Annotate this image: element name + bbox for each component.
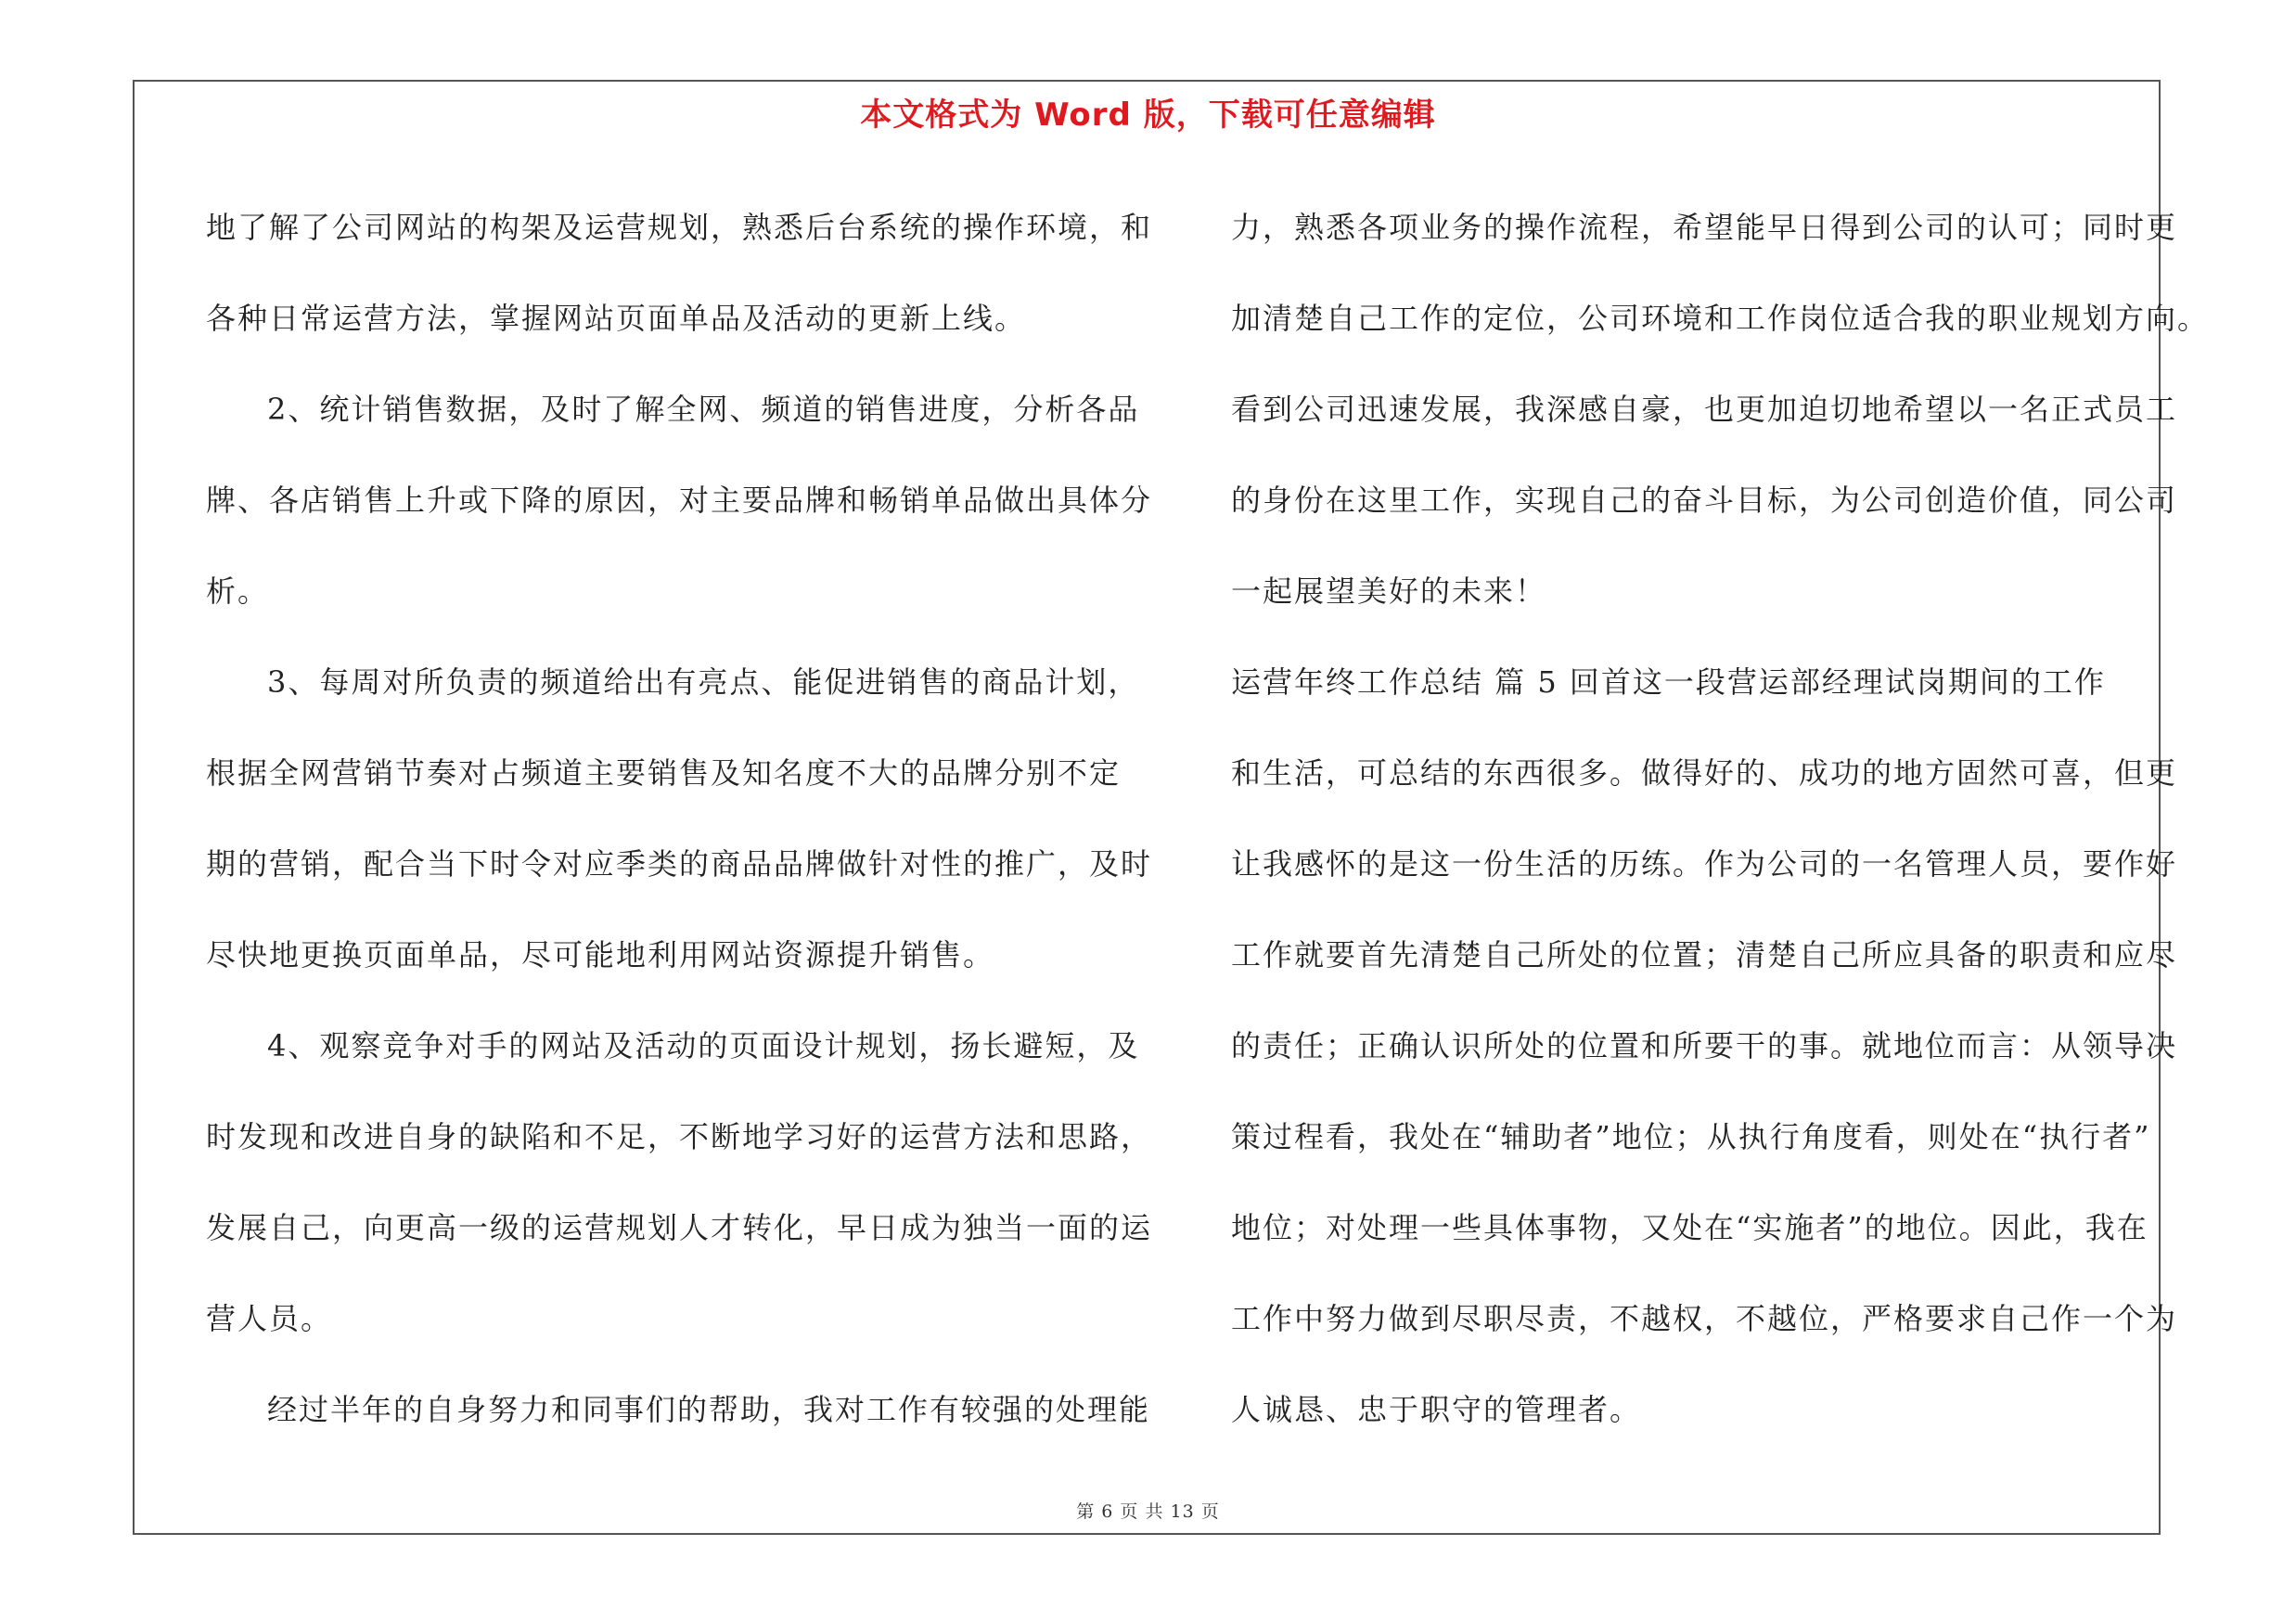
text-line: 期的营销，配合当下时令对应季类的商品品牌做针对性的推广，及时 bbox=[206, 846, 1153, 882]
text-line: 2、统计销售数据，及时了解全网、频道的销售进度，分析各品 bbox=[267, 392, 1140, 427]
text-line: 营人员。 bbox=[206, 1301, 333, 1336]
text-line: 根据全网营销节奏对占频道主要销售及知名度不大的品牌分别不定 bbox=[206, 755, 1122, 791]
text-line: 力，熟悉各项业务的操作流程，希望能早日得到公司的认可；同时更 bbox=[1231, 210, 2178, 245]
text-line: 尽快地更换页面单品，尽可能地利用网站资源提升销售。 bbox=[206, 937, 995, 973]
text-line: 让我感怀的是这一份生活的历练。作为公司的一名管理人员，要作好 bbox=[1231, 846, 2178, 882]
text-line: 各种日常运营方法，掌握网站页面单品及活动的更新上线。 bbox=[206, 301, 1027, 336]
text-line: 的身份在这里工作，实现自己的奋斗目标，为公司创造价值，同公司 bbox=[1231, 483, 2178, 518]
text-line: 和生活，可总结的东西很多。做得好的、成功的地方固然可喜，但更 bbox=[1231, 755, 2178, 791]
text-line: 地位；对处理一些具体事物，又处在“实施者”的地位。因此，我在 bbox=[1231, 1210, 2148, 1245]
text-line: 一起展望美好的未来！ bbox=[1231, 573, 1547, 609]
text-line: 析。 bbox=[206, 573, 270, 609]
word-format-banner: 本文格式为 Word 版，下载可任意编辑 bbox=[860, 97, 1436, 134]
text-line: 时发现和改进自身的缺陷和不足，不断地学习好的运营方法和思路， bbox=[206, 1119, 1153, 1154]
text-line: 策过程看，我处在“辅助者”地位；从执行角度看，则处在“执行者” bbox=[1231, 1119, 2151, 1154]
text-line: 的责任；正确认识所处的位置和所要干的事。就地位而言：从领导决 bbox=[1231, 1028, 2178, 1063]
text-line: 工作就要首先清楚自己所处的位置；清楚自己所应具备的职责和应尽 bbox=[1231, 937, 2178, 973]
text-line: 工作中努力做到尽职尽责，不越权，不越位，严格要求自己作一个为 bbox=[1231, 1301, 2178, 1336]
text-line: 4、观察竞争对手的网站及活动的页面设计规划，扬长避短，及 bbox=[267, 1028, 1140, 1063]
text-line: 人诚恳、忠于职守的管理者。 bbox=[1231, 1392, 1642, 1427]
text-line: 地了解了公司网站的构架及运营规划，熟悉后台系统的操作环境，和 bbox=[206, 210, 1153, 245]
text-line: 加清楚自己工作的定位，公司环境和工作岗位适合我的职业规划方向。 bbox=[1231, 301, 2210, 336]
text-line: 经过半年的自身努力和同事们的帮助，我对工作有较强的处理能 bbox=[267, 1392, 1151, 1427]
right-column bbox=[1231, 182, 2233, 1455]
page-number-footer: 第 6 页 共 13 页 bbox=[1076, 1501, 1220, 1522]
text-line: 看到公司迅速发展，我深感自豪，也更加迫切地希望以一名正式员工 bbox=[1231, 392, 2178, 427]
text-line: 3、每周对所负责的频道给出有亮点、能促进销售的商品计划， bbox=[267, 664, 1140, 700]
text-line: 发展自己，向更高一级的运营规划人才转化，早日成为独当一面的运 bbox=[206, 1210, 1153, 1245]
text-line: 运营年终工作总结 篇 5 回首这一段营运部经理试岗期间的工作 bbox=[1231, 664, 2106, 700]
left-column bbox=[206, 182, 1153, 1455]
text-line: 牌、各店销售上升或下降的原因，对主要品牌和畅销单品做出具体分 bbox=[206, 483, 1153, 518]
